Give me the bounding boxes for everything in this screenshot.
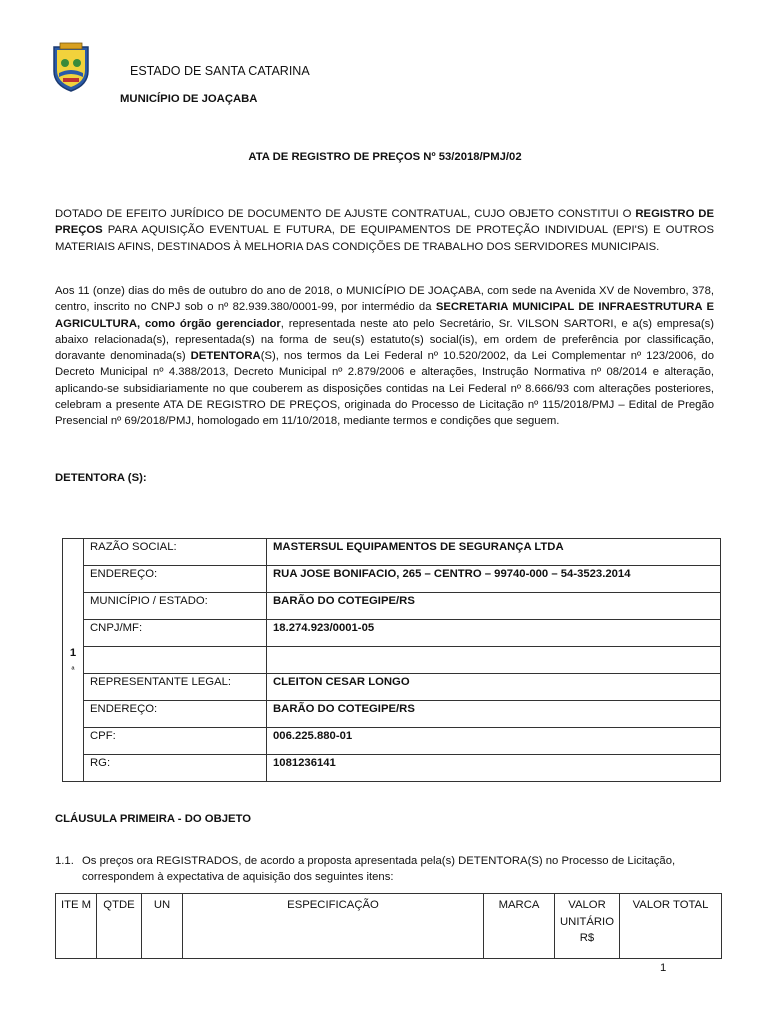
detentora-field-label: RAZÃO SOCIAL: bbox=[84, 539, 267, 566]
detentora-row bbox=[63, 755, 721, 782]
detentora-row bbox=[63, 728, 721, 755]
detentora-label: DETENTORA (S): bbox=[55, 472, 147, 484]
item-text: Os preços ora REGISTRADOS, de acordo a proposta apresentada pela(s) DETENTORA(S) no Processo de Licitação, correspondem à expectativa de aquisição dos seguintes itens: bbox=[82, 855, 676, 883]
items-table-header-cell: MARCA bbox=[484, 894, 555, 959]
detentora-row bbox=[63, 539, 721, 566]
clausula-primeira-heading: CLÁUSULA PRIMEIRA - DO OBJETO bbox=[55, 813, 252, 825]
detentora-row bbox=[63, 674, 721, 701]
state-header: ESTADO DE SANTA CATARINA bbox=[130, 64, 310, 78]
detentora-field-label: REPRESENTANTE LEGAL: bbox=[84, 674, 267, 701]
items-table-header-cell: QTDE bbox=[97, 894, 142, 959]
detentora-number-digit: 1 bbox=[69, 646, 77, 659]
page-number: 1 bbox=[660, 962, 667, 974]
detentora-row bbox=[63, 701, 721, 728]
detentora-field-value bbox=[267, 647, 721, 674]
document-title: ATA DE REGISTRO DE PREÇOS Nº 53/2018/PMJ/02 bbox=[248, 151, 522, 163]
items-table-header-cell: ESPECIFICAÇÃO bbox=[183, 894, 484, 959]
detentora-field-label: ENDEREÇO: bbox=[84, 701, 267, 728]
detentora-field-value: BARÃO DO COTEGIPE/RS bbox=[267, 701, 721, 728]
detentora-field-value: 006.225.880-01 bbox=[267, 728, 721, 755]
intro-paragraph: DOTADO DE EFEITO JURÍDICO DE DOCUMENTO DE AJUSTE CONTRATUAL, CUJO OBJETO CONSTITUI O REGISTRO DE PREÇOS PARA AQUISIÇÃO EVENTUAL E FUTURA, DE EQUIPAMENTOS DE PROTEÇÃO INDIVIDUAL (EPI'S) E OUTROS MATERIAIS AFINS, DESTINADOS À MELHORIA DAS CONDIÇÕES DE TRABALHO DOS SERVIDORES MUNICIPAIS. bbox=[55, 208, 714, 253]
detentora-field-label bbox=[84, 647, 267, 674]
detentora-field-value: CLEITON CESAR LONGO bbox=[267, 674, 721, 701]
detentora-row bbox=[63, 620, 721, 647]
detentora-table bbox=[62, 538, 721, 782]
items-table-header-cell: UN bbox=[142, 894, 183, 959]
municipality-header: MUNICÍPIO DE JOAÇABA bbox=[120, 93, 258, 105]
municipal-crest-logo bbox=[51, 41, 91, 93]
item-number: 1.1. bbox=[55, 855, 74, 867]
body-paragraph: Aos 11 (onze) dias do mês de outubro do ano de 2018, o MUNICÍPIO DE JOAÇABA, com sede na Avenida XV de Novembro, 378, centro, inscrito no CNPJ sob o nº 82.939.380/0001-99, por intermédio da SECRETARIA MUNICIPAL DE INFRAESTRUTURA E AGRICULTURA, como órgão gerenciador, representada neste ato pelo Secretário, Sr. VILSON SARTORI, e a(s) empresa(s) abaixo relacionada(s), representada(s) na forma de seu(s) estatuto(s) social(is), em ordem de preferência por classificação, doravante denominada(s) DETENTORA(S), nos termos da Lei Federal nº 10.520/2002, da Lei Complementar nº 123/2006, do Decreto Municipal nº 4.388/2013, Decreto Municipal nº 2.879/2006 e alterações, Instrução Normativa nº 08/2014 e alteração, aplicando-se subsidiariamente no que couberem as disposições contidas na Lei Federal nº 8.666/93 com alterações posteriores, celebram a presente ATA DE REGISTRO DE PREÇOS, originada do Processo de Licitação nº 115/2018/PMJ – Edital de Pregão Presencial nº 69/2018/PMJ, homologado em 11/10/2018, mediante termos e condições que seguem. bbox=[55, 285, 714, 428]
detentora-field-label: CPF: bbox=[84, 728, 267, 755]
detentora-row bbox=[63, 593, 721, 620]
detentora-number-ordinal: ª bbox=[71, 664, 75, 674]
detentora-number bbox=[63, 539, 84, 782]
items-table-header-cell: VALOR TOTAL bbox=[620, 894, 722, 959]
items-table-header-cell: VALOR UNITÁRIO R$ bbox=[555, 894, 620, 959]
detentora-field-label: CNPJ/MF: bbox=[84, 620, 267, 647]
detentora-field-value: 18.274.923/0001-05 bbox=[267, 620, 721, 647]
detentora-row bbox=[63, 647, 721, 674]
detentora-field-value: RUA JOSE BONIFACIO, 265 – CENTRO – 99740-000 – 54-3523.2014 bbox=[267, 566, 721, 593]
detentora-field-label: ENDEREÇO: bbox=[84, 566, 267, 593]
detentora-row bbox=[63, 566, 721, 593]
detentora-field-label: MUNICÍPIO / ESTADO: bbox=[84, 593, 267, 620]
detentora-field-value: 1081236141 bbox=[267, 755, 721, 782]
detentora-field-label: RG: bbox=[84, 755, 267, 782]
items-table-header-cell: ITE M bbox=[56, 894, 97, 959]
detentora-field-value: MASTERSUL EQUIPAMENTOS DE SEGURANÇA LTDA bbox=[267, 539, 721, 566]
detentora-field-value: BARÃO DO COTEGIPE/RS bbox=[267, 593, 721, 620]
items-table bbox=[55, 893, 722, 959]
